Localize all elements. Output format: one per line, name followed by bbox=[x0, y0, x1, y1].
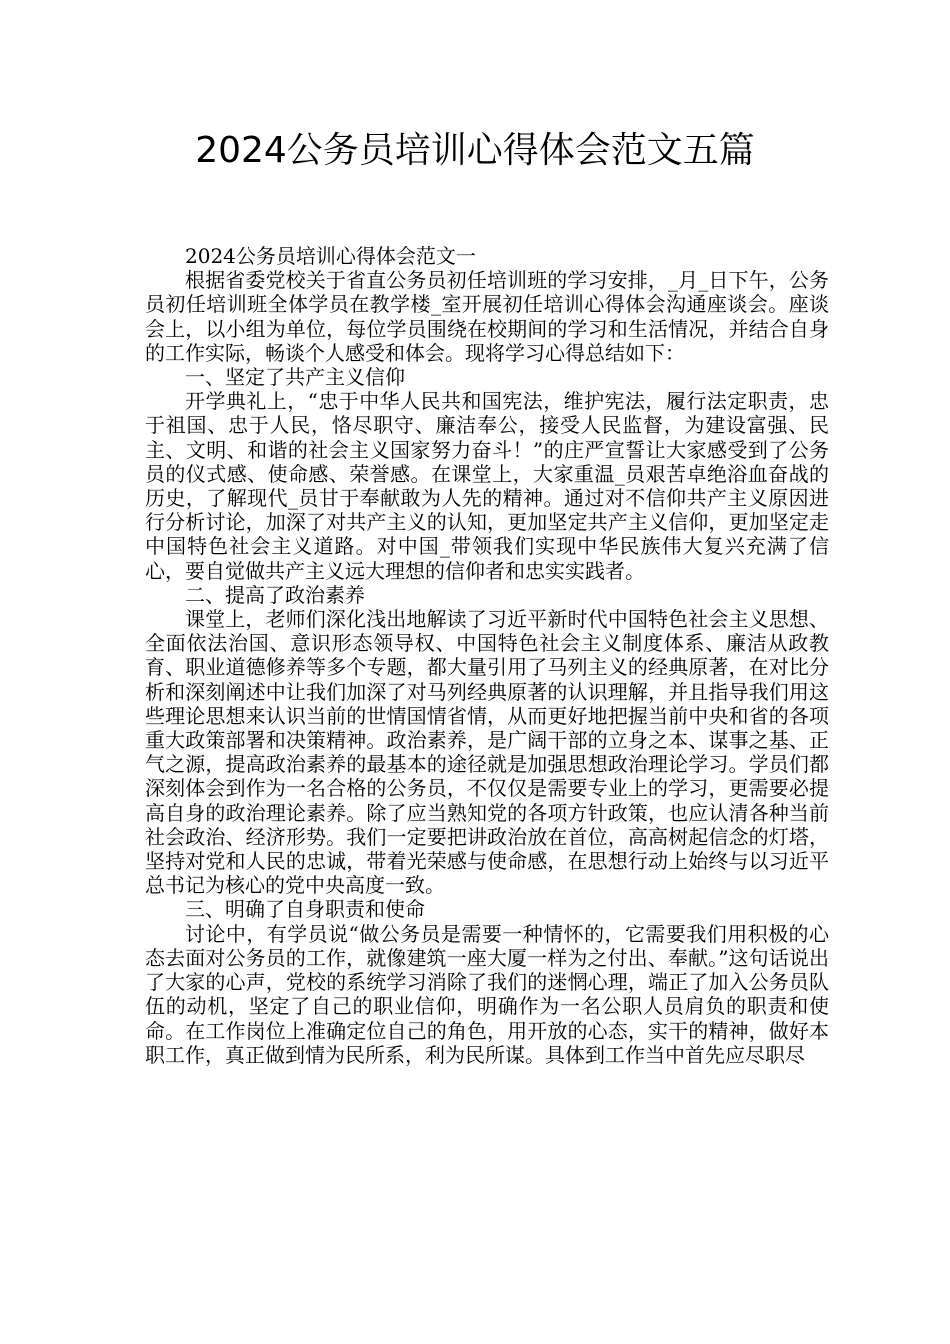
section-heading: 2024公务员培训心得体会范文一 bbox=[185, 244, 476, 268]
section-heading: 一、坚定了共产主义信仰 bbox=[185, 365, 405, 390]
document-body bbox=[145, 244, 829, 1067]
body-paragraph: 根据省委党校关于省直公务员初任培训班的学习安排，_月_日下午，公务员初任培训班全体学员在教学楼_室开展初任培训心得体会沟通座谈会。座谈会上，以小组为单位，每位学员围绕在校期间的学习和生活情况，并结合自身的工作实际，畅谈个人感受和体会。现将学习心得总结如下： bbox=[145, 268, 829, 365]
section-heading: 二、提高了政治素养 bbox=[185, 582, 365, 607]
body-paragraph: 开学典礼上，“忠于中华人民共和国宪法，维护宪法，履行法定职责，忠于祖国、忠于人民，恪尽职守、廉洁奉公，接受人民监督，为建设富强、民主、文明、和谐的社会主义国家努力奋斗！”的庄严宣誓让大家感受到了公务员的仪式感、使命感、荣誉感。在课堂上，大家重温_员艰苦卓绝浴血奋战的历史，了解现代_员甘于奉献敢为人先的精神。通过对不信仰共产主义原因进行分析讨论，加深了对共产主义的认知，更加坚定共产主义信仰，更加坚定走中国特色社会主义道路。对中国_带领我们实现中华民族伟大复兴充满了信心，要自觉做共产主义远大理想的信仰者和忠实实践者。 bbox=[145, 389, 829, 583]
body-paragraph: 课堂上，老师们深化浅出地解读了习近平新时代中国特色社会主义思想、全面依法治国、意识形态领导权、中国特色社会主义制度体系、廉洁从政教育、职业道德修养等多个专题，都大量引用了马列主义的经典原著，在对比分析和深刻阐述中让我们加深了对马列经典原著的认识理解，并且指导我们用这些理论思想来认识当前的世情国情省情，从而更好地把握当前中央和省的各项重大政策部署和决策精神。政治素养，是广阔干部的立身之本、谋事之基、正气之源，提高政治素养的最基本的途径就是加强思想政治理论学习。学员们都深刻体会到作为一名合格的公务员，不仅仅是需要专业上的学习，更需要必提高自身的政治理论素养。除了应当熟知党的各项方针政策，也应认清各种当前社会政治、经济形势。我们一定要把讲政治放在首位，高高树起信念的灯塔，坚持对党和人民的忠诚，带着光荣感与使命感，在思想行动上始终与以习近平总书记为核心的党中央高度一致。 bbox=[145, 607, 829, 898]
document-title: 2024公务员培训心得体会范文五篇 bbox=[195, 130, 755, 171]
body-paragraph: 讨论中，有学员说“做公务员是需要一种情怀的，它需要我们用积极的心态去面对公务员的工作，就像建筑一座大厦一样为之付出、奉献。”这句话说出了大家的心声，党校的系统学习消除了我们的迷惘心理，端正了加入公务员队伍的动机，坚定了自己的职业信仰，明确作为一名公职人员肩负的职责和使命。在工作岗位上准确定位自己的角色，用开放的心态，实干的精神，做好本职工作，真正做到情为民所系，利为民所谋。具体到工作当中首先应尽职尽 bbox=[145, 921, 829, 1067]
section-heading: 三、明确了自身职责和使命 bbox=[185, 897, 425, 922]
